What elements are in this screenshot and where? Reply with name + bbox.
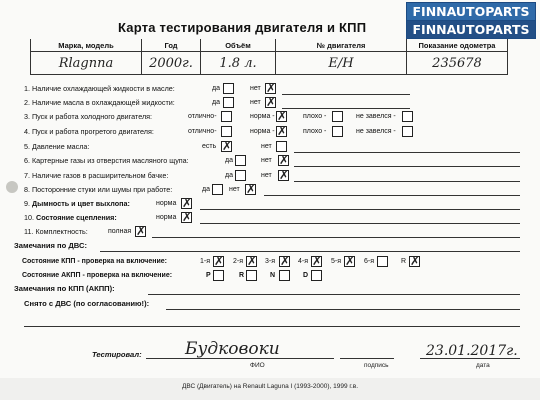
option-label: не завелся -: [356, 128, 396, 135]
checkbox-yes[interactable]: [221, 141, 232, 152]
checkbox-no-start[interactable]: [402, 126, 413, 137]
comment-line: [200, 209, 520, 210]
tester-signature: Будковоки: [185, 339, 280, 359]
date-line: [420, 358, 520, 359]
option-label: да: [225, 157, 233, 164]
gear-label: 5-я: [331, 258, 342, 265]
checkbox-no-start[interactable]: [402, 111, 413, 122]
comment-line: [264, 195, 520, 196]
akpp-label: N: [270, 272, 276, 279]
sign-line: [340, 358, 394, 359]
akpp-label: P: [206, 272, 211, 279]
col-header-odometer: Показание одометра: [407, 39, 508, 52]
option-label: плохо -: [303, 128, 327, 135]
akpp-label: D: [303, 272, 309, 279]
item-crankcase-gases: 6. Картерные газы из отверстия масляного щупа:: [24, 156, 189, 165]
akpp-r-checkbox[interactable]: [246, 270, 257, 281]
checkbox-no[interactable]: [276, 141, 287, 152]
option-label: полная: [108, 228, 132, 235]
gear-1-checkbox[interactable]: [213, 256, 224, 267]
checkbox-excellent[interactable]: [221, 111, 232, 122]
checkbox-excellent[interactable]: [221, 126, 232, 137]
option-label: норма: [156, 214, 177, 221]
comment-line: [294, 152, 520, 153]
col-header-engine-number: № двигателя: [276, 39, 407, 52]
comment-line: [282, 108, 410, 109]
item-extraneous-noise: 8. Посторонние стуки или шумы при работе:: [24, 185, 173, 194]
checkbox-normal[interactable]: [181, 198, 192, 209]
option-label: есть: [202, 143, 217, 150]
checkbox-no[interactable]: [278, 170, 289, 181]
date-value: 23.01.2017г.: [426, 343, 518, 359]
option-label: отлично-: [188, 128, 217, 135]
akpp-d-checkbox[interactable]: [311, 270, 322, 281]
akpp-n-checkbox[interactable]: [279, 270, 290, 281]
volume-value: 1.8 л.: [201, 52, 276, 75]
option-label: нет: [261, 157, 272, 164]
item-exhaust-smoke: 9. Дымность и цвет выхлопа:: [24, 199, 130, 208]
year-value: 2000г.: [142, 52, 201, 75]
option-label: норма -: [250, 128, 275, 135]
checkbox-bad[interactable]: [332, 126, 343, 137]
extra-line: [24, 326, 520, 327]
image-caption: ДВС (Двигатель) на Renault Laguna I (1993-2000), 1999 г.в.: [181, 383, 359, 390]
comment-line: [294, 166, 520, 167]
gear-label: 3-я: [265, 258, 276, 265]
dvs-remarks-label: Замечания по ДВС:: [14, 241, 88, 250]
option-label: нет: [229, 186, 240, 193]
option-label: норма -: [250, 113, 275, 120]
option-label: да: [225, 172, 233, 179]
item-warm-start: 4. Пуск и работа прогретого двигателя:: [24, 127, 154, 136]
option-label: норма: [156, 200, 177, 207]
checkbox-normal[interactable]: [181, 212, 192, 223]
gear-label: R: [401, 258, 407, 265]
binder-hole: [6, 181, 18, 193]
fio-caption: ФИО: [250, 362, 265, 369]
item-oil-in-coolant: 2. Наличие масла в охлаждающей жидкости:: [24, 98, 175, 107]
option-label: нет: [250, 85, 261, 92]
watermark-bottom: FINNAUTOPARTS: [406, 20, 536, 39]
item-expansion-tank-gases: 7. Наличие газов в расширительном бачке:: [24, 171, 169, 180]
gear-label: 1-я: [200, 258, 211, 265]
gear-5-checkbox[interactable]: [344, 256, 355, 267]
date-caption: дата: [476, 362, 490, 369]
checkbox-normal[interactable]: [276, 126, 287, 137]
akpp-p-checkbox[interactable]: [213, 270, 224, 281]
removed-line: [166, 309, 520, 310]
gear-label: 6-я: [364, 258, 375, 265]
fio-line: [146, 358, 334, 359]
dvs-remarks-line: [100, 251, 520, 252]
sign-caption: подпись: [364, 362, 389, 369]
checkbox-yes[interactable]: [223, 83, 234, 94]
checkbox-no[interactable]: [245, 184, 256, 195]
gear-3-checkbox[interactable]: [279, 256, 290, 267]
removed-label: Снято с ДВС (по согласованию!):: [24, 299, 150, 308]
option-label: отлично-: [188, 113, 217, 120]
item-completeness: 11. Комплектность:: [24, 227, 88, 236]
kpp-remarks-label: Замечания по КПП (АКПП):: [14, 284, 115, 293]
col-header-year: Год: [142, 39, 201, 52]
checkbox-bad[interactable]: [332, 111, 343, 122]
checkbox-yes[interactable]: [223, 97, 234, 108]
option-label: не завелся -: [356, 113, 396, 120]
checkbox-yes[interactable]: [212, 184, 223, 195]
gear-reverse-checkbox[interactable]: [409, 256, 420, 267]
item-cold-start: 3. Пуск и работа холодного двигателя:: [24, 112, 153, 121]
comment-line: [200, 223, 520, 224]
checkbox-no[interactable]: [278, 155, 289, 166]
gear-label: 4-я: [298, 258, 309, 265]
option-label: плохо -: [303, 113, 327, 120]
option-label: нет: [261, 172, 272, 179]
engine-number-value: E/Н: [276, 52, 407, 75]
tested-label: Тестировал:: [92, 350, 142, 359]
akpp-state-label: Состояние АКПП - проверка на включение:: [22, 272, 173, 279]
item-coolant-in-oil: 1. Наличие охлаждающей жидкости в масле:: [24, 84, 175, 93]
kpp-remarks-line: [148, 294, 520, 295]
form-title: Карта тестирования двигателя и КПП: [118, 20, 367, 35]
checkbox-yes[interactable]: [235, 170, 246, 181]
option-label: да: [212, 99, 220, 106]
comment-line: [294, 181, 520, 182]
kpp-state-label: Состояние КПП - проверка на включение:: [22, 258, 167, 265]
vehicle-info-table: [30, 39, 508, 75]
checkbox-no[interactable]: [265, 97, 276, 108]
gear-6-checkbox[interactable]: [377, 256, 388, 267]
comment-line: [152, 237, 520, 238]
col-header-volume: Объём: [201, 39, 276, 52]
checkbox-yes[interactable]: [235, 155, 246, 166]
gear-2-checkbox[interactable]: [246, 256, 257, 267]
watermark-top: FINNAUTOPARTS: [406, 2, 536, 21]
akpp-label: R: [239, 272, 245, 279]
item-oil-pressure: 5. Давление масла:: [24, 142, 90, 151]
comment-line: [282, 94, 410, 95]
model-value: Rlagnna: [31, 52, 142, 75]
gear-4-checkbox[interactable]: [311, 256, 322, 267]
option-label: нет: [250, 99, 261, 106]
option-label: нет: [261, 143, 272, 150]
option-label: да: [202, 186, 210, 193]
checkbox-normal[interactable]: [276, 111, 287, 122]
item-clutch: 10. Состояние сцепления:: [24, 213, 117, 222]
odometer-value: 235678: [407, 52, 508, 75]
col-header-model: Марка, модель: [31, 39, 142, 52]
option-label: да: [212, 85, 220, 92]
checkbox-complete[interactable]: [135, 226, 146, 237]
gear-label: 2-я: [233, 258, 244, 265]
checkbox-no[interactable]: [265, 83, 276, 94]
